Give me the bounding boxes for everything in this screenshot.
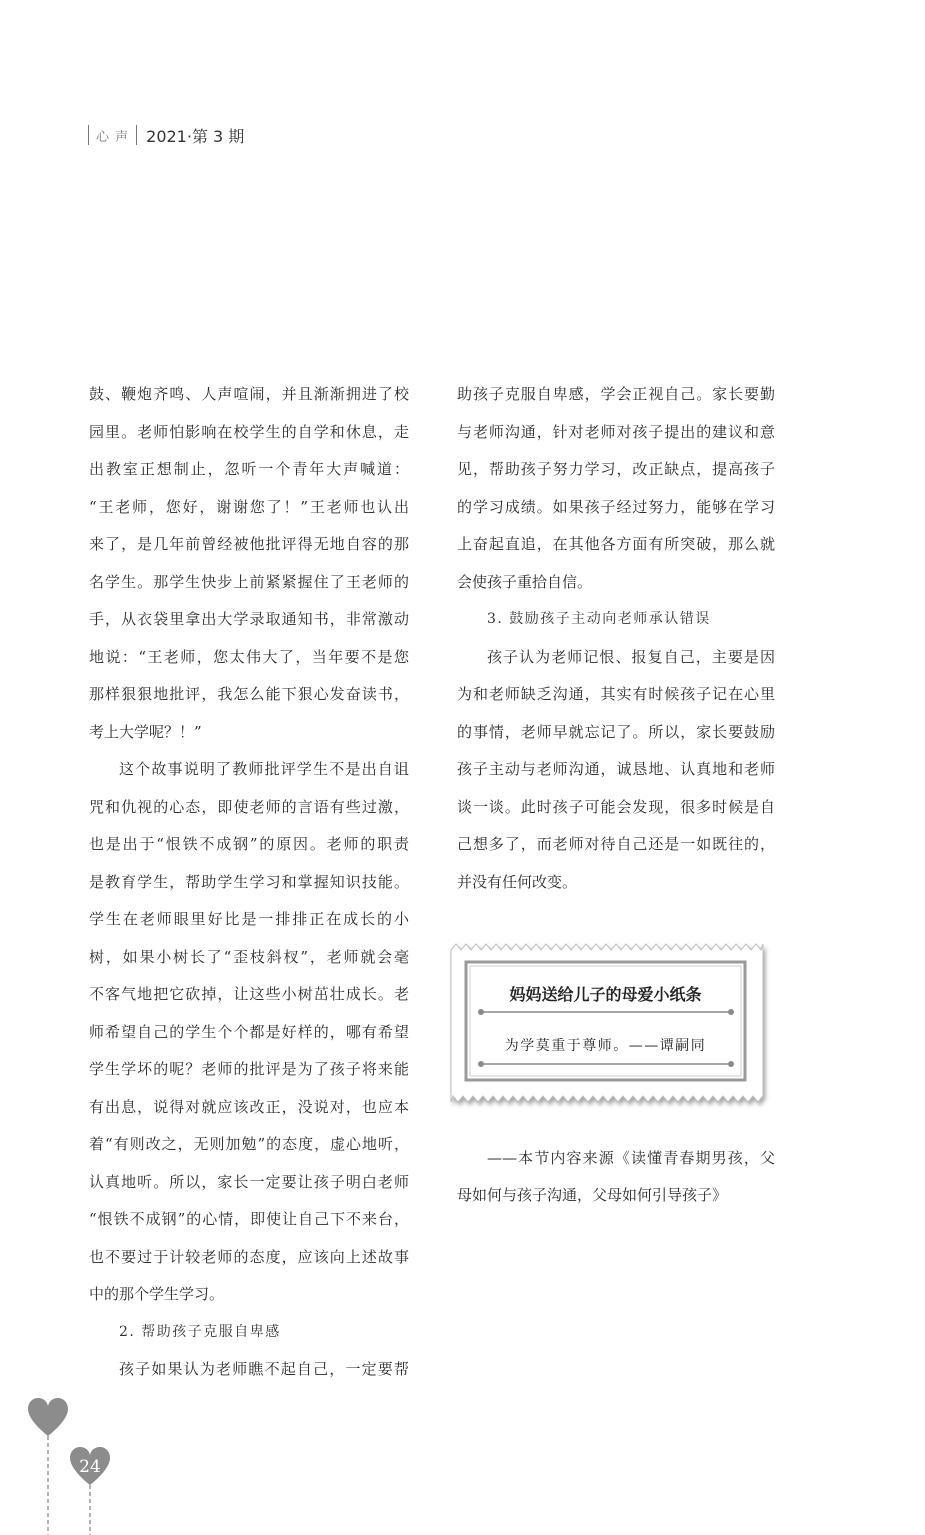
paragraph [89,376,409,751]
paragraph [89,751,409,1314]
text-line: 的学习成绩。如果孩子经过努力，能够在学习 [457,497,775,516]
paragraph [457,639,775,902]
text-line: 这个故事说明了教师批评学生不是出自诅 [119,760,409,778]
text-line: “恨铁不成钢”的心情，即使让自己下不来台， [89,1210,409,1228]
text-line: 有出息，说得对就应该改正，没说对，也应本 [89,1097,409,1116]
text-line: 咒和仇视的心态，即使老师的言语有些过激， [89,797,409,816]
text-line: 会使孩子重拾自信。 [457,572,593,591]
text-line: 出教室正想制止，忽听一个青年大声喊道： [89,460,409,478]
page-number: 24 [79,1457,101,1477]
text-line: 己想多了，而老师对待自己还是一如既往的， [457,835,775,853]
note-quote: 为学莫重于尊师。——谭嗣同 [504,1038,707,1054]
text-line: 认真地听。所以，家长一定要让孩子明白老师 [89,1172,409,1191]
header-divider [136,125,137,145]
text-line: 上奋起直追，在其他各方面有所突破，那么就 [457,535,775,553]
text-line: “王老师，您好，谢谢您了！”王老师也认出 [89,497,409,516]
paragraph [457,376,775,601]
text-line: 园里。老师怕影响在校学生的自学和休息，走 [89,422,409,441]
text-line: 着“有则改之，无则加勉”的态度，虚心地听， [89,1135,409,1153]
text-line: 中的那个学生学习。 [89,1285,225,1303]
text-line: 考上大学呢？！” [89,722,202,741]
right-column [457,376,775,901]
running-header [88,124,244,146]
text-line: 助孩子克服自卑感，学会正视自己。家长要勤 [457,385,775,403]
text-line: 为和老师缺乏沟通，其实有时候孩子记在心里 [457,685,775,703]
text-line: 来了，是几年前曾经被他批评得无地自容的那 [89,535,409,553]
text-line: 师希望自己的学生个个都是好样的，哪有希望 [89,1022,409,1041]
source-note [457,1140,775,1214]
note-paper [445,936,771,1112]
text-line: 鼓、鞭炮齐鸣、人声喧闹，并且渐渐拥进了校 [89,385,409,403]
text-line: 孩子如果认为老师瞧不起自己，一定要帮 [119,1360,409,1378]
section-heading: 3. 鼓励孩子主动向老师承认错误 [487,611,711,627]
divider-dot [728,1061,734,1067]
text-line: 手，从衣袋里拿出大学录取通知书，非常激动 [89,610,409,628]
page-decoration [0,1390,130,1535]
note-title: 妈妈送给儿子的母爱小纸条 [509,985,702,1004]
text-line: 的事情，老师早就忘记了。所以，家长要鼓励 [457,722,775,741]
header-divider [88,125,89,145]
text-line: 学生学坏的呢？老师的批评是为了孩子将来能 [89,1060,409,1078]
text-line: 不客气地把它砍掉，让这些小树茁壮成长。老 [89,985,409,1003]
text-line: ——本节内容来源《读懂青春期男孩，父 [487,1149,775,1167]
text-line: 与老师沟通，针对老师对孩子提出的建议和意 [457,422,775,441]
divider-dot [478,1061,484,1067]
issue-label: 2021·第 3 期 [146,126,245,146]
text-line: 名学生。那学生快步上前紧紧握住了王老师的 [89,572,409,591]
text-line: 见，帮助孩子努力学习，改正缺点，提高孩子 [457,460,775,478]
left-column [89,376,409,1389]
text-line: 孩子主动与老师沟通，诚恳地、认真地和老师 [457,760,775,778]
heart-icon [28,1398,68,1436]
text-line: 学生在老师眼里好比是一排排正在成长的小 [89,910,409,928]
text-line: 地说：“王老师，您太伟大了，当年要不是您 [89,647,409,666]
text-line: 树，如果小树长了“歪枝斜杈”，老师就会毫 [89,947,409,966]
zigzag-paper-shape [451,944,763,1102]
text-line: 母如何与孩子沟通，父母如何引导孩子》 [457,1186,728,1204]
column-name: 心 声 [96,129,130,145]
text-line: 那样狠狠地批评，我怎么能下狠心发奋读书， [89,685,409,703]
text-line: 谈一谈。此时孩子可能会发现，很多时候是自 [457,797,775,816]
text-line: 并没有任何改变。 [457,872,578,891]
text-line: 孩子认为老师记恨、报复自己，主要是因 [487,647,775,666]
section-heading: 2. 帮助孩子克服自卑感 [119,1323,281,1340]
text-line: 是教育学生，帮助学生学习和掌握知识技能。 [89,872,409,891]
text-line: 也不要过于计较老师的态度，应该向上述故事 [89,1247,409,1266]
text-line: 也是出于“恨铁不成钢”的原因。老师的职责 [89,835,409,853]
paragraph [89,1351,409,1389]
